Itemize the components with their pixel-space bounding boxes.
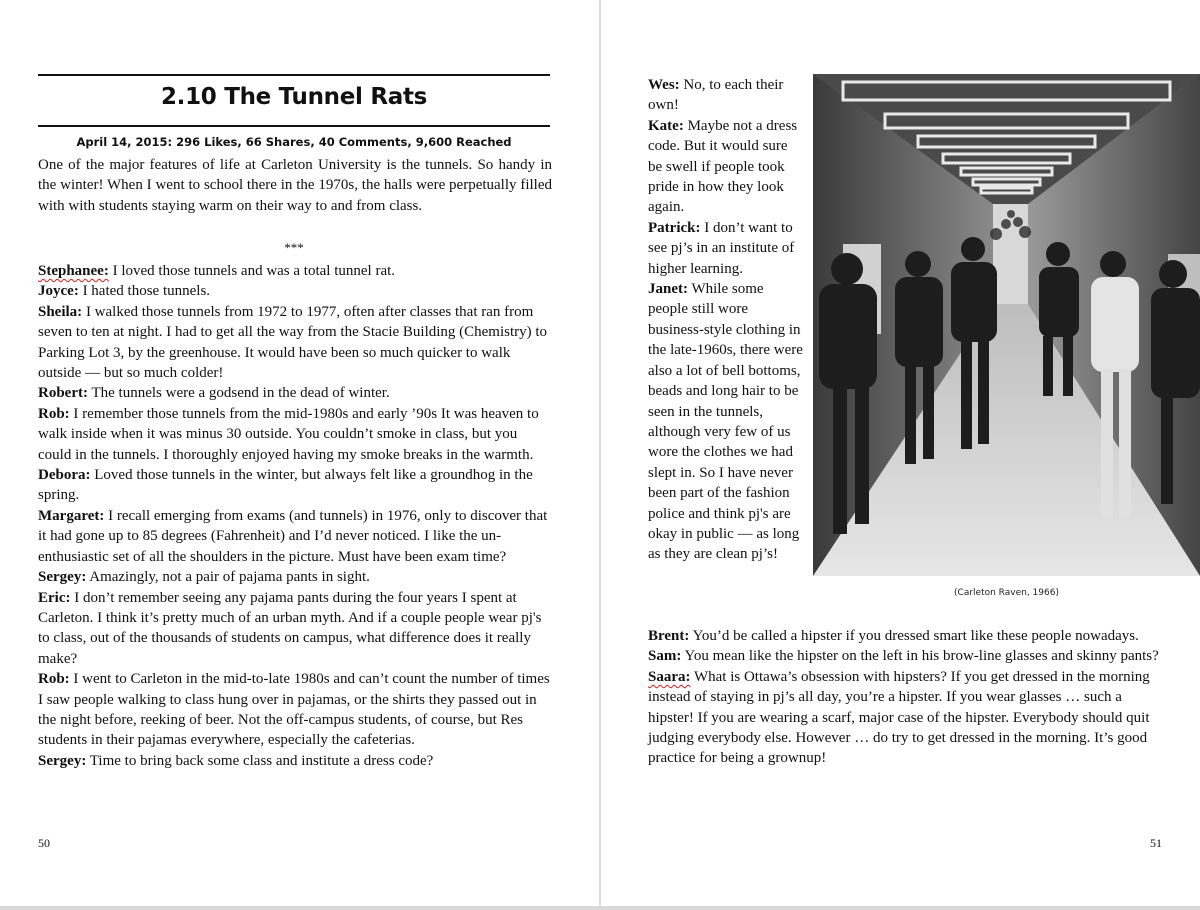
commenter-name: Rob: [38,405,70,422]
photo-caption: (Carleton Raven, 1966) [954,588,1059,598]
post-meta: April 14, 2015: 296 Likes, 66 Shares, 40 Comments, 9,600 Reached [76,135,512,149]
commenter-name: Wes: [648,77,680,93]
intro-paragraph: One of the major features of life at Carleton University is the tunnels. So handy in the winter! When I went to school there in the 1970s, the halls were perpetually filled with with students staying warm on their way to and from class. [38,157,552,214]
comment-text: No, to each their own! [648,77,784,114]
comment-text: Loved those tunnels in the winter, but always felt like a groundhog in the spring. [38,467,533,504]
commenter-name: Patrick: [648,219,701,236]
right-page [601,0,1200,906]
comment [38,383,552,403]
left-page [0,0,599,906]
commenter-name: Joyce: [38,283,79,300]
comment-list-full [648,626,1168,769]
comment-text: What is Ottawa’s obsession with hipsters? If you get dressed in the morning instead of staying in pj’s all day, you’re a hipster. If you wear glasses … such a hipster! If you are wearing a scarf, major case of the hipster. Everybody should quit judging everybody else. However … do try to get dressed in the morning. It’s good practice for being a grownup! [648,668,1150,767]
title-top-rule [38,74,550,76]
comment-text: I went to Carleton in the mid-to-late 1980s and can’t count the number of times I saw people walking to class hung over in pajamas, or the shirts they passed out in the night before, reeking of beer. Not the off-campus students, of course, but Res students in their pajamas everywhere, especially the cafeterias. [38,671,550,749]
comment-text: While some people still wore business-style clothing in the late-1960s, there were also a lot of bell bottoms, beads and long hair to be seen in the tunnels, although very few of us wore the clothes we had slept in. So I have never been part of the fashion police and think pj's are okay in public — as long as they are clean pj’s! [648,281,803,563]
comment [648,626,1168,646]
comment [648,116,803,218]
comment-list-column [648,75,803,565]
comment [38,404,552,465]
chapter-title: 2.10 The Tunnel Rats [160,84,428,110]
comment-text: Maybe not a dress code. But it would sure be swell if people took pride in how they look again. [648,117,798,216]
comment [38,261,552,281]
comment [648,667,1168,769]
comment [38,302,552,384]
comment-text: I walked those tunnels from 1972 to 1977, often after classes that ran from seven to ten at night. I had to get all the way from the Stacie Building (Chemistry) to Parking Lot 3, by the greenhouse. It would have been so much quicker to walk outside — but so much colder! [38,303,548,382]
commenter-name: Sam: [648,648,682,665]
title-bottom-rule [38,125,550,127]
commenter-name: Brent: [648,628,690,644]
comment-text: I don’t want to see pj’s in an institute of higher learning. [648,219,795,277]
comment-text: I remember those tunnels from the mid-1980s and early ’90s It was heaven to walk inside when it was minus 30 outside. You couldn’t smoke in class, but you could in the tunnels. I thoroughly enjoyed having my smoke breaks in the warmth. [38,405,539,463]
comment-text: You’d be called a hipster if you dressed smart like these people nowadays. [689,628,1139,644]
comment-text: You mean like the hipster on the left in his brow-line glasses and skinny pants? [681,648,1159,665]
commenter-name: Rob: [38,671,70,688]
comment [38,465,552,506]
comment-list-left [38,261,552,771]
comment-text: The tunnels were a godsend in the dead of winter. [87,385,390,402]
commenter-name: Sergey: [38,752,87,769]
commenter-name: Eric: [38,589,71,606]
commenter-name: Margaret: [38,507,105,524]
comment [38,588,552,670]
commenter-name: Stephanee: [38,263,109,279]
comment-text: Time to bring back some class and institute a dress code? [86,752,434,769]
comment [648,75,803,116]
commenter-name: Robert: [38,385,88,402]
page-number-left: 50 [38,836,50,850]
section-divider: *** [284,240,304,255]
comment [648,279,803,565]
comment [38,751,552,771]
commenter-name: Saara: [648,668,691,685]
comment-text: I loved those tunnels and was a total tunnel rat. [108,263,396,279]
comment [38,281,552,301]
commenter-name: Kate: [648,117,684,134]
commenter-name: Debora: [38,467,91,484]
comment-text: I recall emerging from exams (and tunnels) in 1976, only to discover that it had gone up to 85 degrees (Fahrenheit) and I’d never noticed. I like the un-enthusiastic set of all the shoulders in the picture. Must have been exam time? [38,507,548,565]
tunnel-photo-illustration [813,74,1200,576]
comment-text: I don’t remember seeing any pajama pants during the four years I spent at Carleton. I think it’s pretty much of an urban myth. And if a couple people wear pj's to class, out of the thousands of students on campus, what difference does it really make? [38,589,542,667]
comment [38,669,552,751]
page-number-right: 51 [1150,836,1162,850]
comment-text: I hated those tunnels. [78,283,211,300]
comment-text: Amazingly, not a pair of pajama pants in sight. [86,569,370,586]
comment [648,646,1168,666]
commenter-name: Janet: [648,281,688,298]
comment [38,506,552,567]
comment [38,567,552,587]
commenter-name: Sheila: [38,303,83,320]
commenter-name: Sergey: [38,569,87,586]
comment [648,218,803,279]
tunnel-photo [813,74,1200,576]
